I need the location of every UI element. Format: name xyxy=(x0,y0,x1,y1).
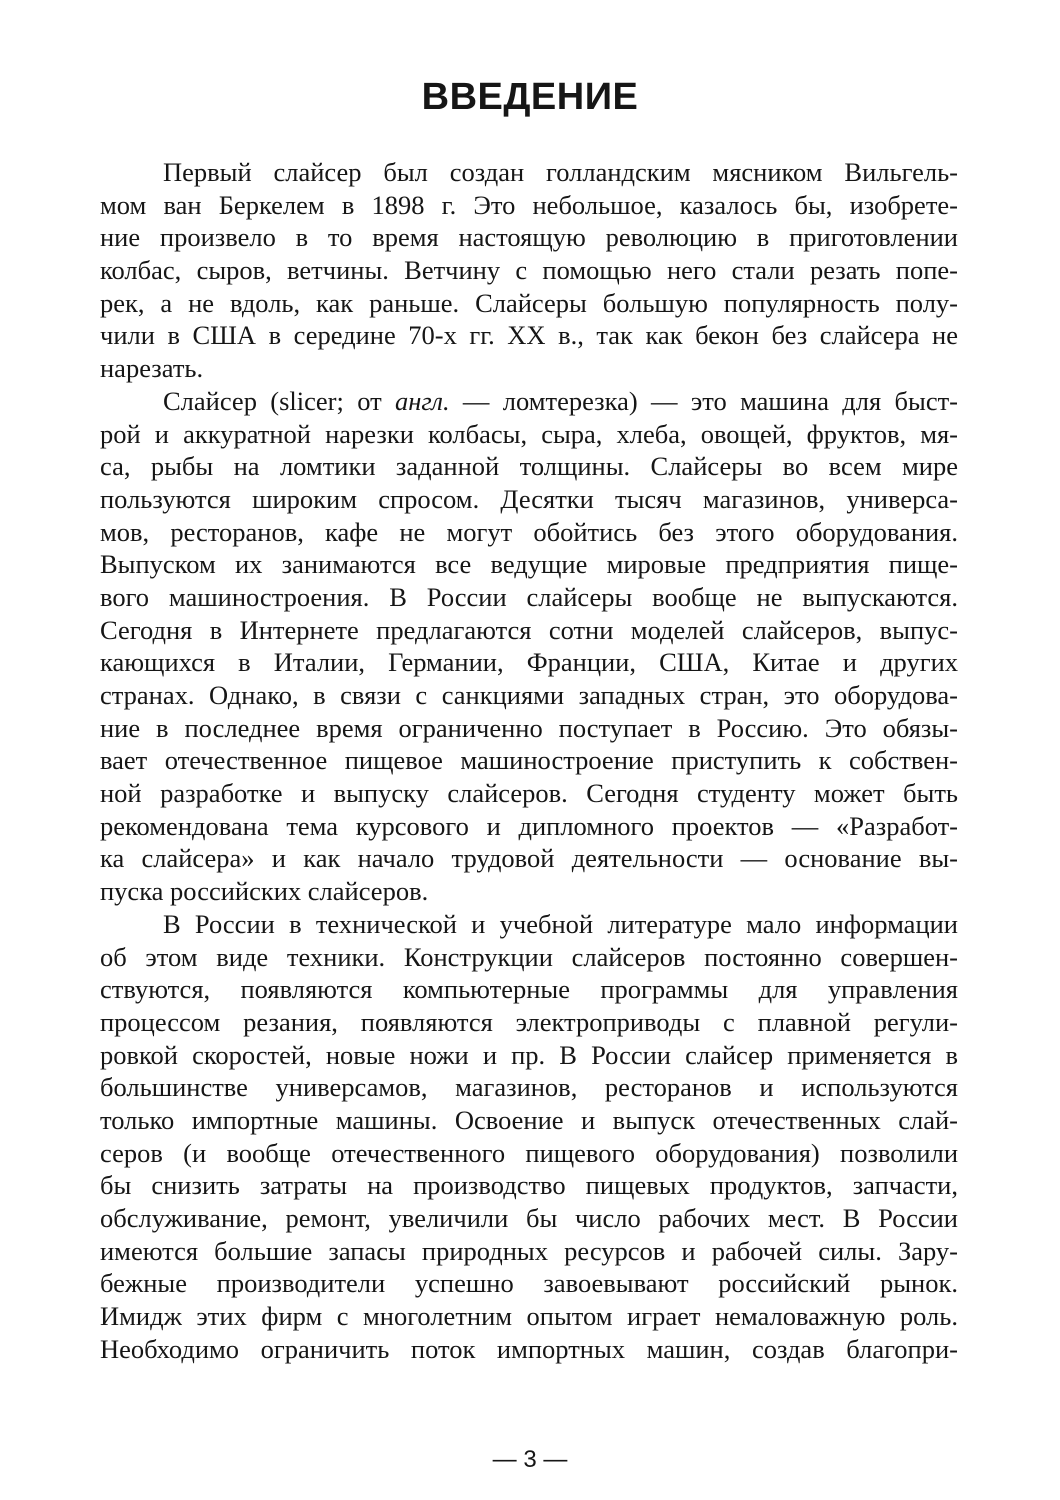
text-line: бы снизить затраты на производство пищевых продуктов, запчасти, xyxy=(100,1170,958,1201)
text-line: рекомендована тема курсового и дипломного проектов — «Разработ- xyxy=(100,810,958,841)
text-line: серов (и вообще отечественного пищевого оборудования) позволили xyxy=(100,1137,958,1168)
text-line: только импортные машины. Освоение и выпуск отечественных слай- xyxy=(100,1104,958,1135)
text-line: ровкой скоростей, новые ножи и пр. В России слайсер применяется в xyxy=(100,1039,958,1070)
text-line: процессом резания, появляются электроприводы с плавной регули- xyxy=(100,1006,958,1037)
text-line: ние в последнее время ограниченно поступает в Россию. Это обязы- xyxy=(100,712,958,743)
text-line: нарезать. xyxy=(100,353,204,384)
body-text xyxy=(100,156,958,1365)
text-line: мом ван Беркелем в 1898 г. Это небольшое, казалось бы, изобрете- xyxy=(100,189,958,220)
page-title: ВВЕДЕНИЕ xyxy=(421,76,639,118)
text-line: об этом виде техники. Конструкции слайсеров постоянно совершен- xyxy=(100,941,958,972)
text-line: обслуживание, ремонт, увеличили бы число рабочих мест. В России xyxy=(100,1203,958,1233)
text-line: рой и аккуратной нарезки колбасы, сыра, хлеба, овощей, фруктов, мя- xyxy=(100,418,958,449)
text-line: Необходимо ограничить поток импортных машин, создав благопри- xyxy=(100,1333,958,1364)
text-line: вого машиностроения. В России слайсеры вообще не выпускаются. xyxy=(100,581,958,612)
paragraph-2 xyxy=(100,385,958,908)
text-line: колбас, сыров, ветчины. Ветчину с помощью него стали резать попе- xyxy=(100,255,958,286)
text-line: рек, а не вдоль, как раньше. Слайсеры большую популярность полу- xyxy=(100,287,958,318)
text-line: пользуются широким спросом. Десятки тысяч магазинов, универса- xyxy=(100,483,958,514)
text-segment: Слайсер (slicer; от xyxy=(163,385,396,416)
text-line: Выпуском их занимаются все ведущие мировые предприятия пище- xyxy=(100,549,958,580)
text-line: вает отечественное пищевое машиностроение приступить к собствен- xyxy=(100,745,958,776)
text-line: странах. Однако, в связи с санкциями западных стран, это оборудова- xyxy=(100,680,958,710)
text-line: Имидж этих фирм с многолетним опытом играет немаловажную роль. xyxy=(100,1301,958,1332)
text-line xyxy=(100,385,958,418)
page-number: — 3 — xyxy=(492,1446,568,1473)
text-line: большинстве универсамов, магазинов, ресторанов и используются xyxy=(100,1072,958,1103)
text-line: ние произвело в то время настоящую революцию в приготовлении xyxy=(100,222,958,253)
paragraph-1 xyxy=(100,156,958,385)
text-line: бежные производители успешно завоевывают российский рынок. xyxy=(100,1268,958,1299)
text-line: са, рыбы на ломтики заданной толщины. Слайсеры во всем мире xyxy=(100,451,958,482)
text-line: чили в США в середине 70-х гг. XX в., так как бекон без слайсера не xyxy=(100,320,958,351)
text-line: мов, ресторанов, кафе не могут обойтись без этого оборудования. xyxy=(100,516,958,547)
text-line: имеются большие запасы природных ресурсов и рабочей силы. Зару- xyxy=(100,1235,958,1266)
text-line: Сегодня в Интернете предлагаются сотни моделей слайсеров, выпус- xyxy=(100,614,958,645)
text-line: Первый слайсер был создан голландским мясником Вильгель- xyxy=(163,157,958,187)
italic-abbreviation: англ. xyxy=(395,385,450,416)
text-line: ка слайсера» и как начало трудовой деятельности — основание вы- xyxy=(100,843,958,874)
text-segment: — ломтерезка) — это машина для быст- xyxy=(449,385,958,416)
text-line: кающихся в Италии, Германии, Франции, США, Китае и других xyxy=(100,647,958,678)
text-line: ствуются, появляются компьютерные программы для управления xyxy=(100,974,958,1005)
text-line: ной разработке и выпуску слайсеров. Сегодня студенту может быть xyxy=(100,778,958,809)
text-line: В России в технической и учебной литературе мало информации xyxy=(163,908,958,939)
paragraph-3 xyxy=(100,908,958,1366)
text-line: пуска российских слайсеров. xyxy=(100,876,429,907)
